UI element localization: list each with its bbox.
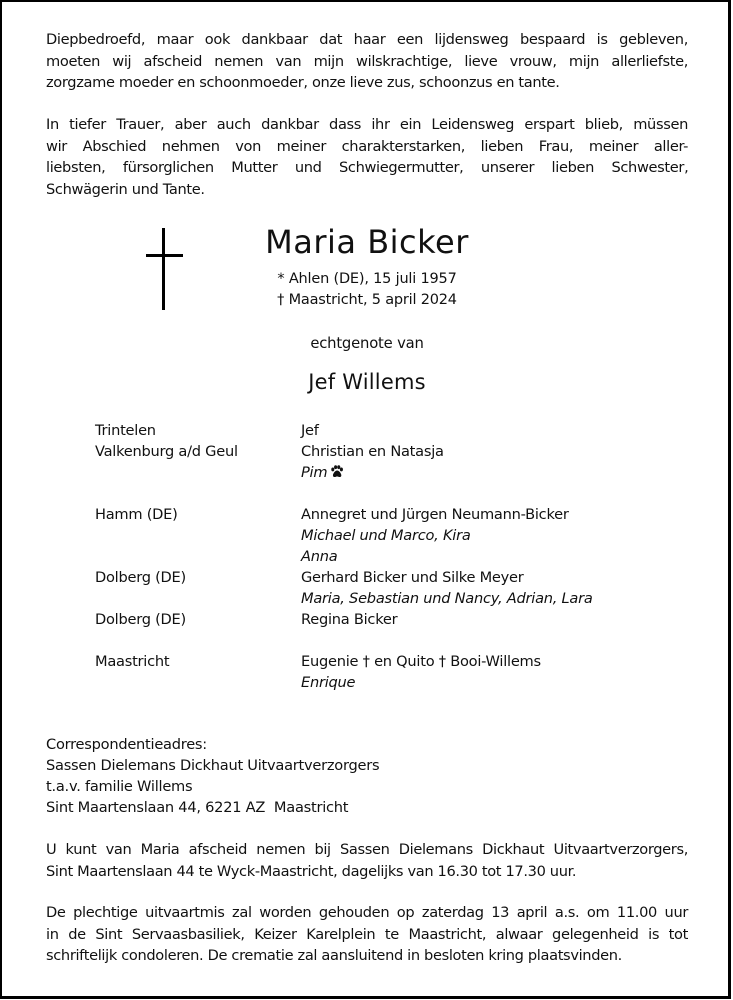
latin-cross-icon bbox=[146, 228, 183, 310]
family-names: Eugenie † en Quito † Booi-Willems bbox=[301, 653, 541, 670]
family-list bbox=[95, 420, 655, 693]
family-entry bbox=[95, 420, 655, 441]
correspondence-line: Sassen Dielemans Dickhaut Uitvaartverzorgers bbox=[46, 757, 380, 774]
deceased-name: Maria Bicker bbox=[265, 223, 469, 261]
spouse-label: echtgenote van bbox=[310, 335, 424, 352]
correspondence-address bbox=[46, 734, 379, 818]
correspondence-label: Correspondentieadres: bbox=[46, 736, 207, 753]
family-place: Maastricht bbox=[95, 653, 170, 670]
family-entry bbox=[95, 441, 655, 483]
family-place: Hamm (DE) bbox=[95, 506, 178, 523]
intro-german-paragraph bbox=[46, 114, 688, 200]
paw-print-icon bbox=[330, 465, 344, 478]
family-names: Regina Bicker bbox=[301, 611, 398, 628]
family-names: Annegret und Jürgen Neumann-Bicker bbox=[301, 506, 569, 523]
intro-german-line: In tiefer Trauer, aber auch dankbar dass ihr ein Leidensweg erspart blieb, müssen bbox=[46, 116, 688, 133]
family-names: Jef bbox=[301, 422, 319, 439]
intro-german-line: wir Abschied nehmen von meiner charakterstarken, lieben Frau, meiner aller- bbox=[46, 137, 689, 155]
family-grandchildren: Maria, Sebastian und Nancy, Adrian, Lara bbox=[301, 590, 593, 607]
intro-dutch-paragraph bbox=[46, 29, 688, 94]
family-entry bbox=[95, 567, 655, 609]
service-line: schriftelijk condoleren. De crematie zal aansluitend in besloten kring plaatsvinden. bbox=[46, 947, 622, 964]
family-grandchildren: Pim bbox=[301, 462, 655, 483]
life-dates bbox=[190, 269, 544, 311]
family-names: Gerhard Bicker und Silke Meyer bbox=[301, 569, 524, 586]
visitation-paragraph bbox=[46, 839, 688, 882]
visitation-line: U kunt van Maria afscheid nemen bij Sassen Dielemans Dickhaut Uitvaartverzorgers, bbox=[46, 841, 688, 858]
family-place: Dolberg (DE) bbox=[95, 611, 186, 628]
family-entry bbox=[95, 651, 655, 693]
family-grandchildren: Michael und Marco, Kira bbox=[301, 527, 471, 544]
birth-info: * Ahlen (DE), 15 juli 1957 bbox=[277, 271, 457, 287]
family-names: Christian en Natasja bbox=[301, 443, 444, 460]
family-entry bbox=[95, 609, 655, 630]
intro-dutch-line: Diepbedroefd, maar ook dankbaar dat haar een lijdensweg bespaard is gebleven, bbox=[46, 31, 688, 48]
family-place: Trintelen bbox=[95, 422, 156, 439]
intro-dutch-line: zorgzame moeder en schoonmoeder, onze lieve zus, schoonzus en tante. bbox=[46, 74, 560, 91]
correspondence-line: t.a.v. familie Willems bbox=[46, 778, 193, 795]
family-entry bbox=[95, 504, 655, 567]
service-line: in de Sint Servaasbasiliek, Keizer Karelplein te Maastricht, alwaar gelegenheid is tot bbox=[46, 925, 688, 943]
family-place: Dolberg (DE) bbox=[95, 569, 186, 586]
family-grandchildren: Anna bbox=[301, 548, 338, 565]
death-info: † Maastricht, 5 april 2024 bbox=[277, 292, 457, 308]
correspondence-line: Sint Maartenslaan 44, 6221 AZ Maastricht bbox=[46, 799, 349, 816]
intro-german-line: Schwägerin und Tante. bbox=[46, 180, 205, 198]
funeral-service-paragraph bbox=[46, 902, 688, 967]
visitation-line: Sint Maartenslaan 44 te Wyck-Maastricht, dagelijks van 16.30 tot 17.30 uur. bbox=[46, 862, 577, 880]
service-line: De plechtige uitvaartmis zal worden gehouden op zaterdag 13 april a.s. om 11.00 uur bbox=[46, 904, 688, 921]
family-place: Valkenburg a/d Geul bbox=[95, 443, 238, 460]
intro-german-line: liebsten, fürsorglichen Mutter und Schwiegermutter, unserer lieben Schwester, bbox=[46, 159, 689, 176]
intro-dutch-line: moeten wij afscheid nemen van mijn wilskrachtige, lieve vrouw, mijn allerliefste, bbox=[46, 52, 689, 70]
family-grandchildren: Enrique bbox=[301, 674, 356, 691]
spouse-name: Jef Willems bbox=[308, 370, 426, 394]
